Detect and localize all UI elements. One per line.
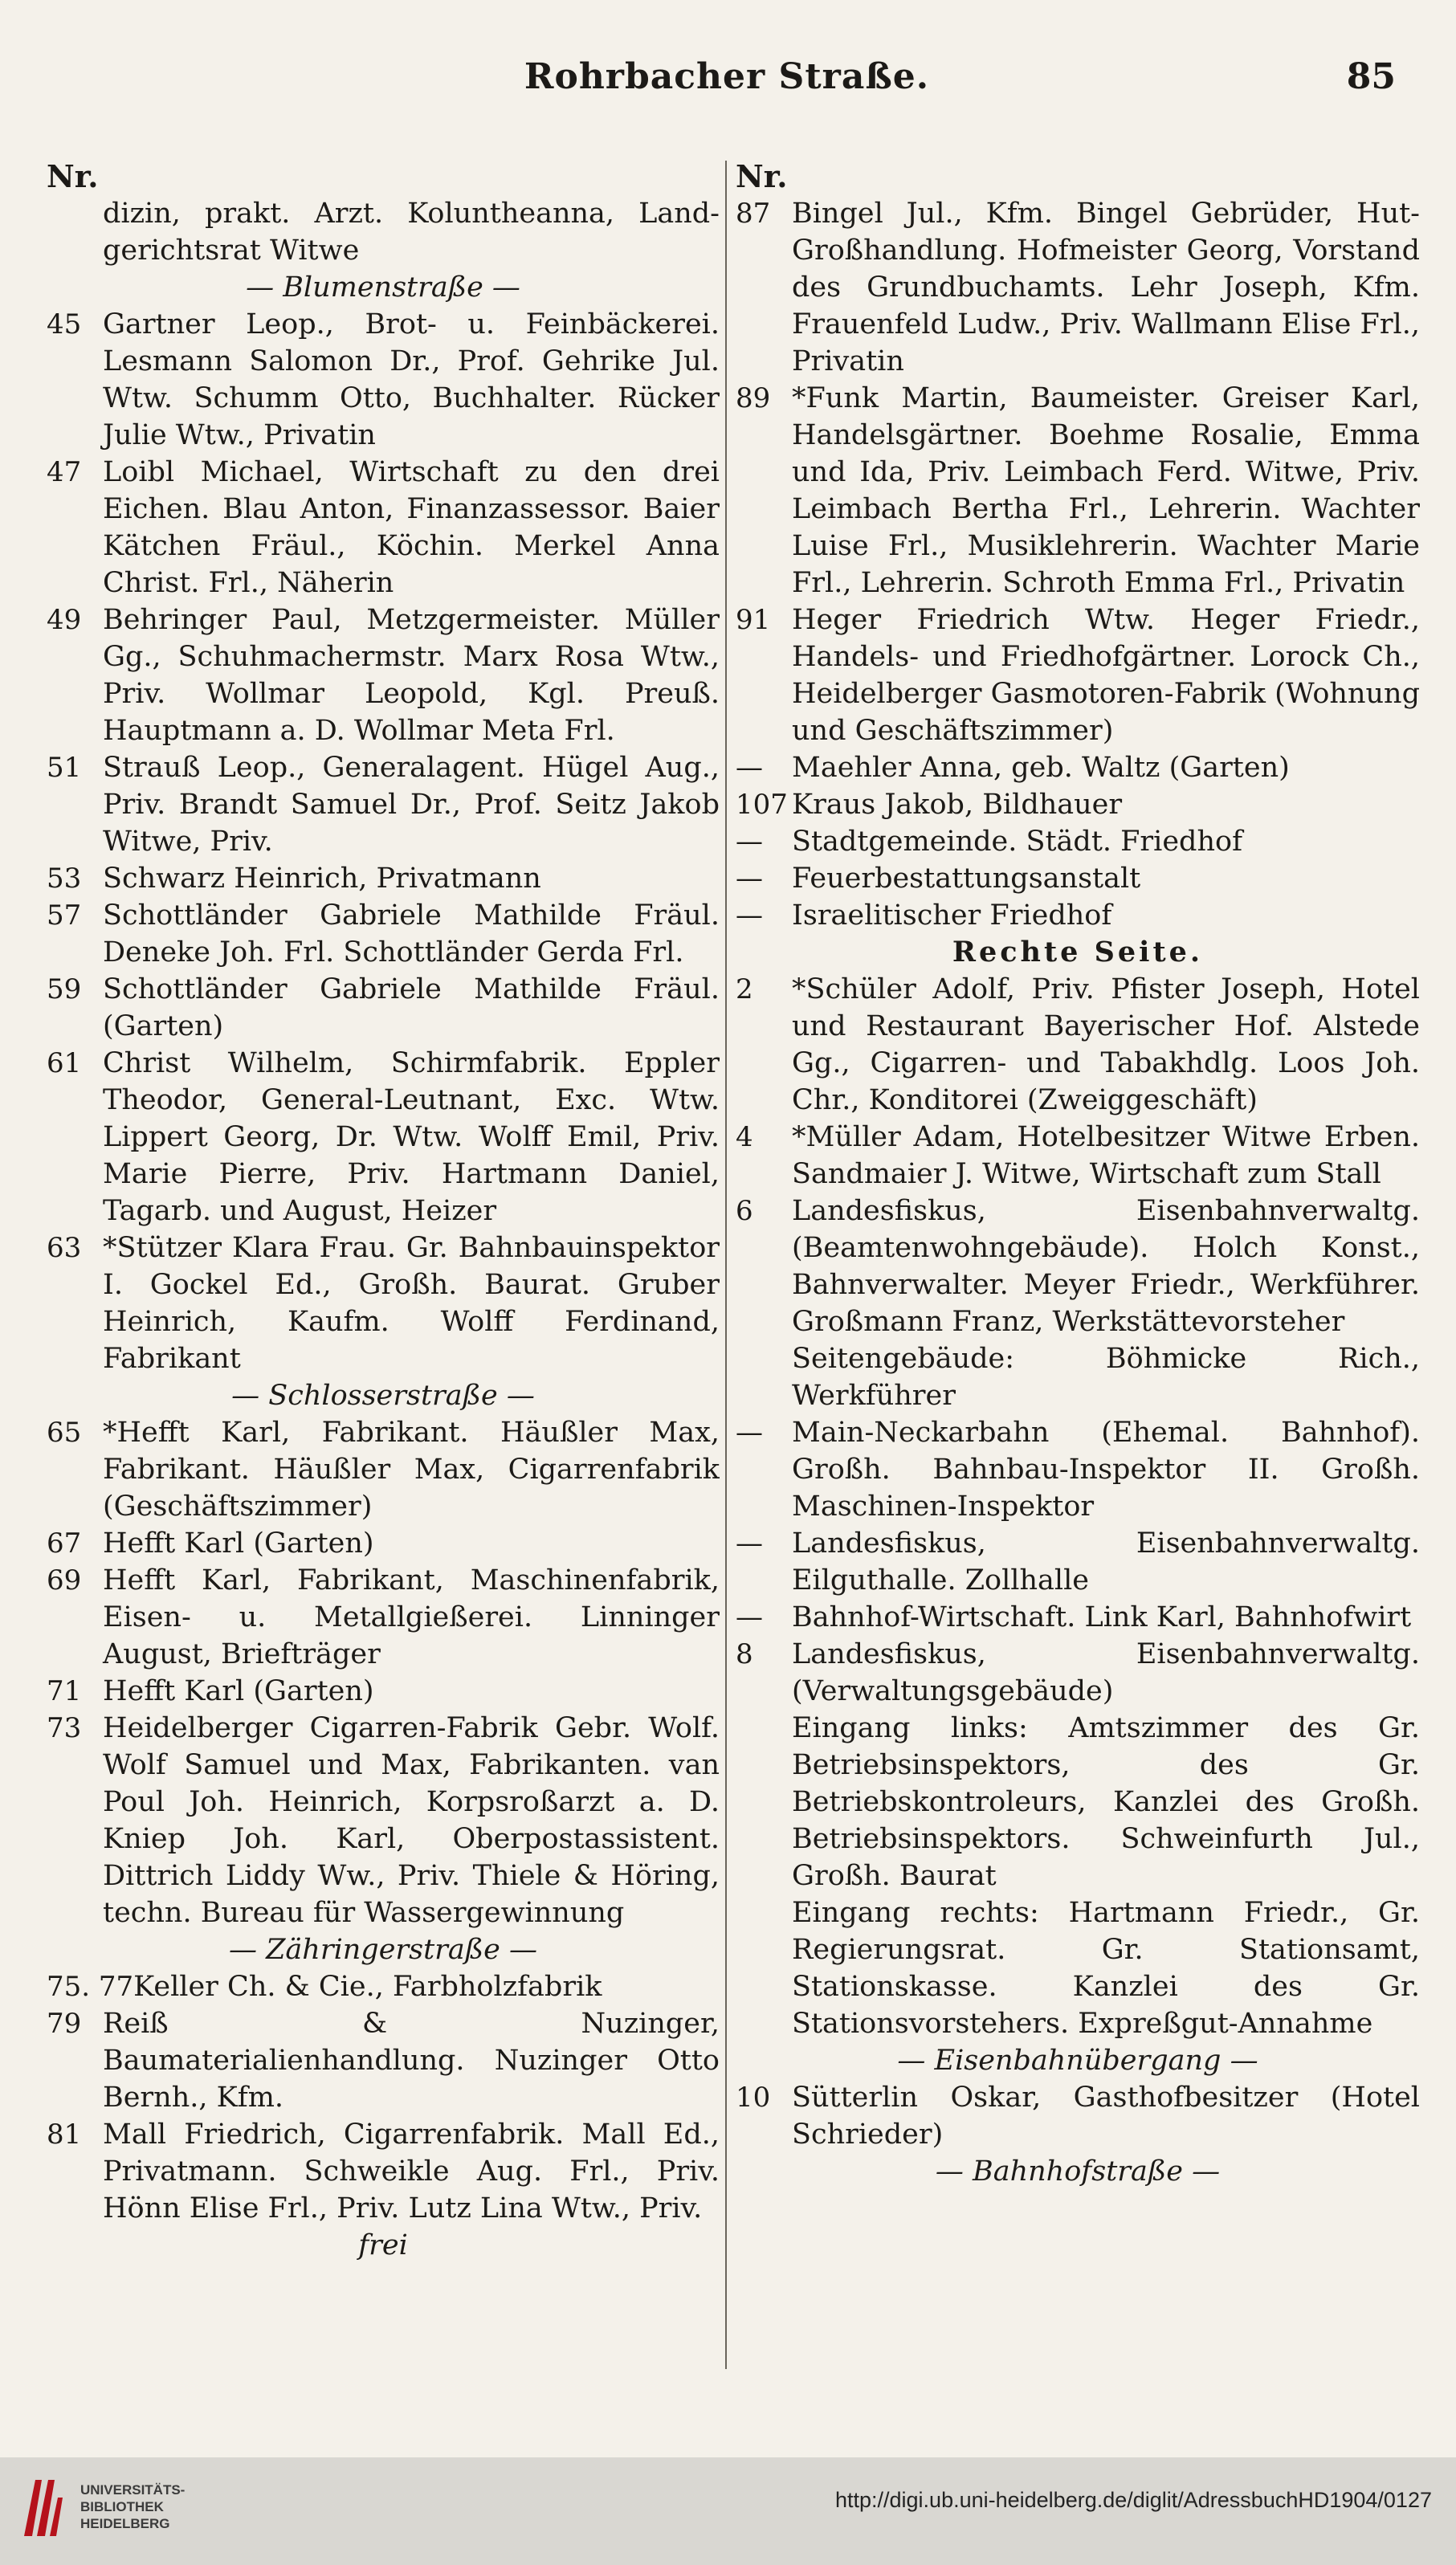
entry-text: *Müller Adam, Hotelbesitzer Witwe Erben. Sandmaier J. Witwe, Wirtschaft zum Stall (792, 1121, 1420, 1190)
house-number: 53 (47, 862, 82, 895)
address-entry (47, 1673, 720, 1710)
address-entry (736, 1894, 1420, 2042)
house-number: 91 (736, 604, 771, 636)
address-entry (736, 1636, 1420, 1710)
address-entry (736, 1119, 1420, 1193)
section-heading: — Blumenstraße — (246, 271, 520, 304)
page-title: Rohrbacher Straße. (524, 56, 930, 97)
entry-text: Hefft Karl (Garten) (103, 1675, 374, 1707)
right-nr-label: Nr. (736, 158, 788, 194)
house-number: — (736, 1417, 763, 1449)
house-number: 2 (736, 973, 753, 1005)
house-number: 4 (736, 1121, 753, 1153)
entry-text: Landesfiskus, Eisenbahnverwaltg. (Beamtenwohngebäude). Holch Konst., Bahnverwalter. Meyer Friedr., Werkführer. Großmann Franz, Werkstättevorsteher (792, 1195, 1420, 1338)
house-number: — (736, 1527, 763, 1560)
left-column (47, 157, 720, 2406)
section-heading: — Bahnhofstraße — (935, 2155, 1221, 2188)
address-entry (47, 1710, 720, 1931)
house-number: 6 (736, 1195, 753, 1227)
house-number: 87 (736, 198, 771, 230)
address-entry (736, 1525, 1420, 1599)
logo-line: HEIDELBERG (80, 2516, 170, 2531)
address-entry (47, 1045, 720, 1229)
entry-text: Sütterlin Oskar, Gasthofbesitzer (Hotel Schrieder) (792, 2082, 1420, 2151)
house-number: 49 (47, 604, 82, 636)
house-number: 89 (736, 382, 771, 414)
house-number: 61 (47, 1047, 82, 1079)
entry-text: Israelitischer Friedhof (792, 899, 1112, 932)
entry-text: Maehler Anna, geb. Waltz (Garten) (792, 752, 1290, 784)
house-number: 59 (47, 973, 82, 1005)
address-entry (47, 1525, 720, 1562)
section-heading: — Schlosserstraße — (231, 1380, 535, 1412)
address-entry (736, 2079, 1420, 2153)
address-entry (736, 1599, 1420, 1636)
entry-text: *Schüler Adolf, Priv. Pfister Joseph, Hotel und Restaurant Bayerischer Hof. Alstede Gg., Cigarren- und Tabakhdlg. Loos Joh. Chr., Konditorei (Zweiggeschäft) (792, 973, 1420, 1116)
left-nr-label: Nr. (47, 158, 99, 194)
house-number: 51 (47, 752, 82, 784)
address-entry (47, 1229, 720, 1377)
house-number: 57 (47, 899, 82, 932)
address-entry (736, 1710, 1420, 1894)
house-number: — (736, 862, 763, 895)
address-entry (47, 1562, 720, 1673)
entry-text: Keller Ch. & Cie., Farbholzfabrik (133, 1971, 602, 2003)
address-entry (736, 823, 1420, 860)
entry-text: Seitengebäude: Böhmicke Rich., Werkführer (792, 1343, 1420, 1412)
entry-text: dizin, prakt. Arzt. Koluntheanna, Land-gerichtsrat Witwe (103, 198, 720, 267)
entry-text: Christ Wilhelm, Schirmfabrik. Eppler Theodor, General-Leutnant, Exc. Wtw. Lippert Georg, Dr. Wtw. Wolff Emil, Priv. Marie Pierre, Priv. Hartmann Daniel, Tagarb. und August, Heizer (103, 1047, 720, 1227)
house-number: 10 (736, 2082, 771, 2114)
address-entry (47, 454, 720, 601)
house-number: — (736, 752, 763, 784)
address-entry (736, 195, 1420, 380)
address-entry (47, 860, 720, 897)
entry-text: Feuerbestattungsanstalt (792, 862, 1141, 895)
entry-text: Main-Neckarbahn (Ehemal. Bahnhof). Großh. Bahnbau-Inspektor II. Großh. Maschinen-Inspektor (792, 1417, 1420, 1523)
section-heading: frei (358, 2229, 408, 2261)
entry-text: Eingang rechts: Hartmann Friedr., Gr. Regierungsrat. Gr. Stationsamt, Stationskasse. Kanzlei des Gr. Stationsvorstehers. Expreßgut-Annahme (792, 1897, 1420, 2040)
address-entry (736, 1340, 1420, 1414)
address-entry (47, 195, 720, 269)
house-number: — (736, 899, 763, 932)
entry-text: Heidelberger Cigarren-Fabrik Gebr. Wolf. Wolf Samuel und Max, Fabrikanten. van Poul Joh. Heinrich, Korpsroßarzt a. D. Kniep Joh. Karl, Oberpostassistent. Dittrich Liddy Ww., Priv. Thiele & Höring, techn. Bureau für Wassergewinnung (103, 1712, 720, 1929)
house-number: — (736, 826, 763, 858)
house-number: 75. 77 (47, 1971, 134, 2003)
address-entry (736, 601, 1420, 749)
address-entry (47, 2116, 720, 2227)
address-entry (736, 380, 1420, 601)
entry-text: Kraus Jakob, Bildhauer (792, 789, 1123, 821)
viewer-footer (0, 2457, 1456, 2565)
entry-text: Heger Friedrich Wtw. Heger Friedr., Handels- und Friedhofgärtner. Lorock Ch., Heidelberger Gasmotoren-Fabrik (Wohnung und Geschäftszimmer) (792, 604, 1420, 747)
address-entry (47, 897, 720, 971)
address-entry (736, 897, 1420, 934)
section-heading: Rechte Seite. (952, 936, 1204, 969)
address-entry (736, 1193, 1420, 1340)
address-entry (47, 601, 720, 749)
house-number: 63 (47, 1232, 82, 1264)
house-number: 79 (47, 2008, 82, 2040)
house-number: 8 (736, 1638, 753, 1670)
address-entry (47, 2005, 720, 2116)
entry-text: Eingang links: Amtszimmer des Gr. Betriebsinspektors, des Gr. Betriebskontroleurs, Kanzlei des Großh. Betriebsinspektors. Schweinfurth Jul., Großh. Baurat (792, 1712, 1420, 1892)
entry-text: Strauß Leop., Generalagent. Hügel Aug., Priv. Brandt Samuel Dr., Prof. Seitz Jakob Witwe, Priv. (103, 752, 720, 858)
entry-text: Landesfiskus, Eisenbahnverwaltg. (Verwaltungsgebäude) (792, 1638, 1420, 1707)
address-entry (47, 1414, 720, 1525)
address-entry (736, 860, 1420, 897)
logo-line: UNIVERSITÄTS- (80, 2482, 186, 2498)
entry-text: Bahnhof-Wirtschaft. Link Karl, Bahnhofwirt (792, 1601, 1412, 1633)
entry-text: Hefft Karl (Garten) (103, 1527, 374, 1560)
entry-text: Bingel Jul., Kfm. Bingel Gebrüder, Hut-Großhandlung. Hofmeister Georg, Vorstand des Grundbuchamts. Lehr Joseph, Kfm. Frauenfeld Ludw., Priv. Wallmann Elise Frl., Privatin (792, 198, 1420, 377)
entry-text: *Funk Martin, Baumeister. Greiser Karl, Handelsgärtner. Boehme Rosalie, Emma und Ida, Priv. Leimbach Ferd. Witwe, Priv. Leimbach Bertha Frl., Lehrerin. Wachter Luise Frl., Musiklehrerin. Wachter Marie Frl., Lehrerin. Schroth Emma Frl., Privatin (792, 382, 1420, 599)
entry-text: Schwarz Heinrich, Privatmann (103, 862, 541, 895)
entry-text: Mall Friedrich, Cigarrenfabrik. Mall Ed., Privatmann. Schweikle Aug. Frl., Priv. Hönn Elise Frl., Priv. Lutz Lina Wtw., Priv. (103, 2118, 720, 2224)
address-entry (736, 749, 1420, 786)
entry-text: Behringer Paul, Metzgermeister. Müller Gg., Schuhmachermstr. Marx Rosa Wtw., Priv. Wollmar Leopold, Kgl. Preuß. Hauptmann a. D. Wollmar Meta Frl. (103, 604, 720, 747)
house-number: 65 (47, 1417, 82, 1449)
house-number: 107 (736, 789, 788, 821)
address-entry (47, 306, 720, 454)
entry-text: Loibl Michael, Wirtschaft zu den drei Eichen. Blau Anton, Finanzassessor. Baier Kätchen Fräul., Köchin. Merkel Anna Christ. Frl., Näherin (103, 456, 720, 599)
right-column (736, 157, 1420, 2406)
section-heading: — Eisenbahnübergang — (897, 2045, 1258, 2077)
house-number: 69 (47, 1564, 82, 1596)
entry-text: Gartner Leop., Brot- u. Feinbäckerei. Lesmann Salomon Dr., Prof. Gehrike Jul. Wtw. Schumm Otto, Buchhalter. Rücker Julie Wtw., Privatin (103, 308, 720, 451)
house-number: — (736, 1601, 763, 1633)
entry-text: Reiß & Nuzinger, Baumaterialienhandlung. Nuzinger Otto Bernh., Kfm. (103, 2008, 720, 2114)
entry-text: *Stützer Klara Frau. Gr. Bahnbauinspektor I. Gockel Ed., Großh. Baurat. Gruber Heinrich, Kaufm. Wolff Ferdinand, Fabrikant (103, 1232, 720, 1375)
page-header (48, 56, 1405, 112)
house-number: 45 (47, 308, 82, 341)
left-entry-list (47, 195, 720, 2264)
source-url-link[interactable]: http://digi.ub.uni-heidelberg.de/diglit/AdressbuchHD1904/0127 (834, 2488, 1432, 2512)
house-number: 67 (47, 1527, 82, 1560)
section-heading: — Zähringerstraße — (228, 1934, 537, 1966)
entry-text: Schottländer Gabriele Mathilde Fräul. (Garten) (103, 973, 720, 1042)
address-entry (47, 971, 720, 1045)
entry-text: Landesfiskus, Eisenbahnverwaltg. Eilguthalle. Zollhalle (792, 1527, 1420, 1596)
address-entry (736, 786, 1420, 823)
library-logo-icon (18, 2473, 64, 2541)
address-entry (736, 1414, 1420, 1525)
entry-text: *Hefft Karl, Fabrikant. Häußler Max, Fabrikant. Häußler Max, Cigarrenfabrik (Geschäftszimmer) (103, 1417, 720, 1523)
logo-line: BIBLIOTHEK (80, 2499, 164, 2514)
page-number: 85 (1346, 56, 1396, 97)
house-number: 71 (47, 1675, 82, 1707)
right-entry-list (736, 195, 1420, 2190)
house-number: 47 (47, 456, 82, 488)
entry-text: Schottländer Gabriele Mathilde Fräul. Deneke Joh. Frl. Schottländer Gerda Frl. (103, 899, 720, 969)
house-number: 81 (47, 2118, 82, 2151)
address-entry (47, 749, 720, 860)
entry-text: Hefft Karl, Fabrikant, Maschinenfabrik, Eisen- u. Metallgießerei. Linninger August, Briefträger (103, 1564, 720, 1670)
house-number: 73 (47, 1712, 82, 1744)
library-logo-text (80, 2481, 185, 2532)
address-entry (47, 1968, 720, 2005)
column-divider (725, 161, 727, 2369)
address-entry (736, 971, 1420, 1119)
entry-text: Stadtgemeinde. Städt. Friedhof (792, 826, 1243, 858)
